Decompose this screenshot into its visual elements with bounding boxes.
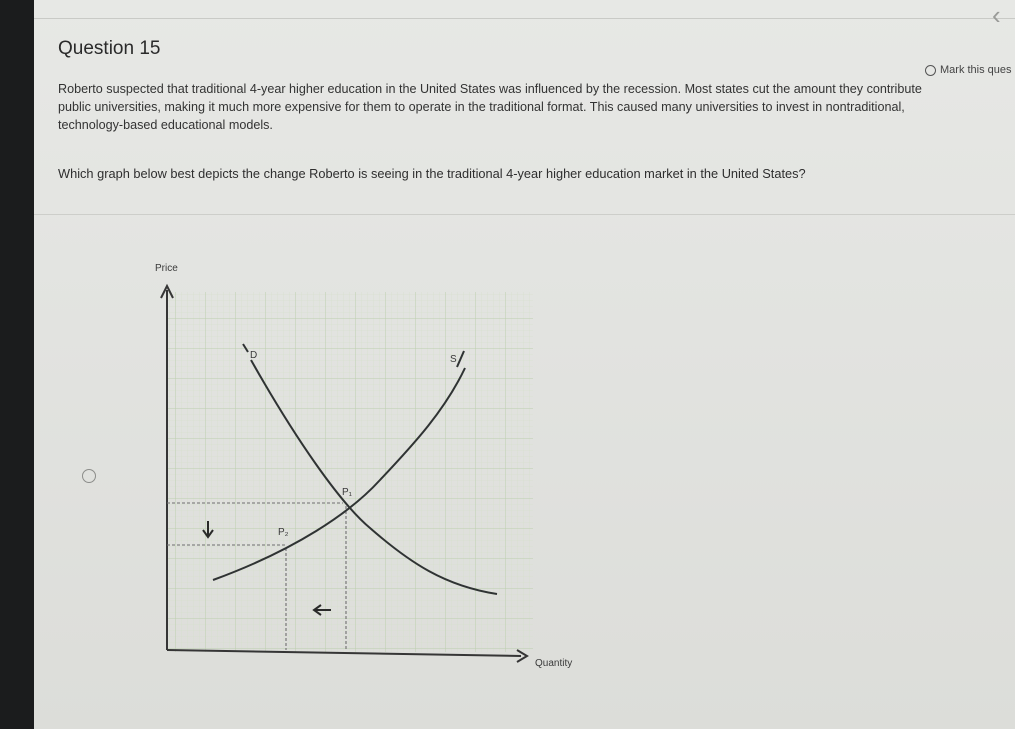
p1-label: P₁ [342, 487, 353, 498]
graph-grid [167, 292, 533, 652]
answer-option-radio[interactable] [82, 469, 96, 483]
x-axis-label: Quantity [535, 658, 573, 669]
question-prompt [58, 80, 1013, 134]
mark-question-label[interactable]: Mark this ques [940, 64, 1012, 76]
y-axis-label: Price [155, 263, 178, 274]
collapse-chevron-icon[interactable]: ‹ [992, 0, 1001, 30]
prompt-line: technology-based educational models. [58, 118, 273, 132]
supply-label: S [450, 354, 457, 365]
prompt-line: Roberto suspected that traditional 4-year higher education in the United States was influenced by the recession. Most states cut the amount they contribute [58, 82, 922, 96]
question-text: Which graph below best depicts the change Roberto is seeing in the traditional 4-year higher education market in the United States? [58, 166, 806, 181]
section-divider [34, 214, 1015, 215]
mark-question-toggle[interactable] [925, 64, 1012, 76]
mark-radio-icon[interactable] [925, 65, 936, 76]
supply-demand-graph [145, 258, 605, 678]
question-title: Question 15 [58, 38, 161, 59]
demand-label: D [250, 350, 258, 361]
prompt-line: public universities, making it much more expensive for them to operate in the traditional format. This caused many universities to invest in nontraditional, [58, 100, 905, 114]
screen-bezel [0, 0, 34, 729]
p2-label: P₂ [278, 527, 289, 538]
top-divider [34, 18, 1015, 19]
